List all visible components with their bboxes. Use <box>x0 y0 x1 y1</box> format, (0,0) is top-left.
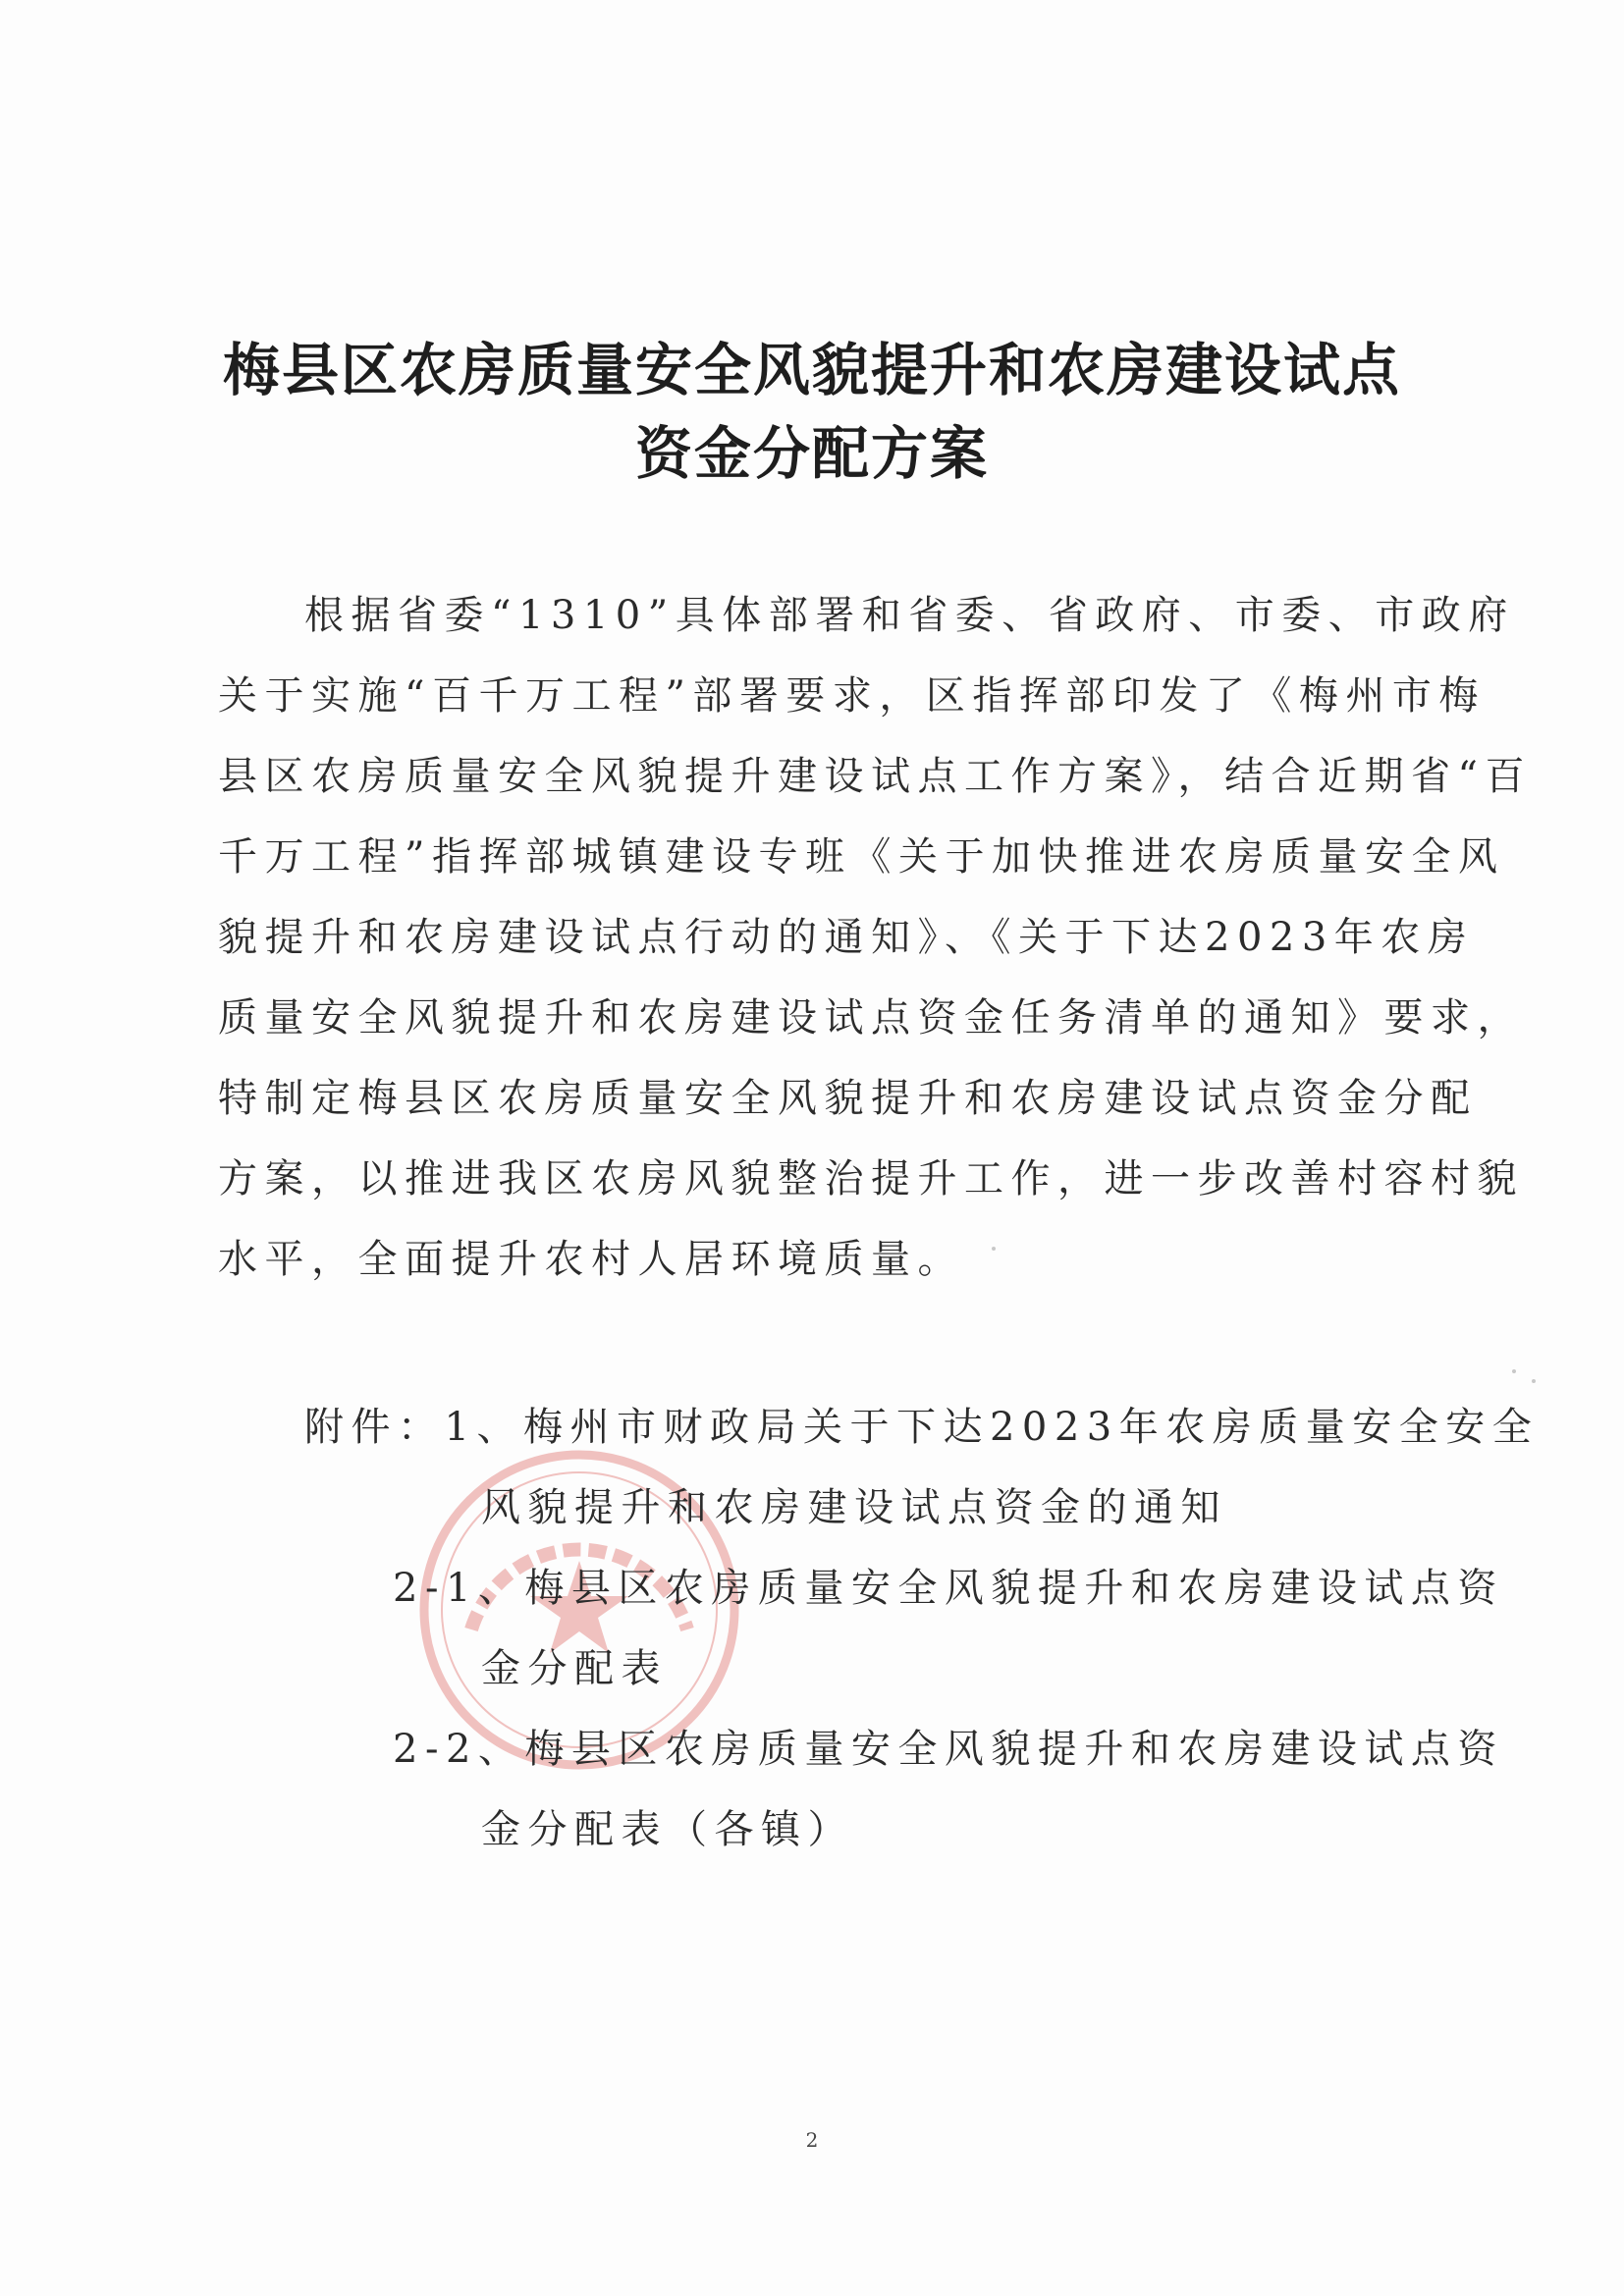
page-number: 2 <box>805 2128 819 2152</box>
scan-speck <box>1532 1379 1536 1383</box>
paragraph-line: 关于实施“百千万工程”部署要求，区指挥部印发了《梅州市梅 <box>218 673 1486 719</box>
scan-speck <box>992 1247 996 1251</box>
document-title-line-2: 资金分配方案 <box>634 420 989 487</box>
attachment-1-line-2: 风貌提升和农房建设试点资金的通知 <box>481 1485 1227 1530</box>
attachment-1-line-1: 附件：1、梅州市财政局关于下达2023年农房质量安全安全 <box>304 1405 1540 1450</box>
attachment-2-line-1: 2-1、梅县区农房质量安全风貌提升和农房建设试点资 <box>393 1566 1504 1611</box>
attachment-3-line-2: 金分配表（各镇） <box>481 1807 854 1852</box>
paragraph-line: 县区农房质量安全风貌提升建设试点工作方案》，结合近期省“百 <box>218 754 1532 799</box>
attachment-2-line-2: 金分配表 <box>481 1646 668 1691</box>
document-title-line-1: 梅县区农房质量安全风貌提升和农房建设试点 <box>222 337 1401 403</box>
paragraph-line: 根据省委“1310”具体部署和省委、省政府、市委、市政府 <box>304 593 1515 638</box>
paragraph-line: 特制定梅县区农房质量安全风貌提升和农房建设试点资金分配 <box>218 1076 1478 1121</box>
attachment-3-line-1: 2-2、梅县区农房质量安全风貌提升和农房建设试点资 <box>393 1727 1504 1772</box>
paragraph-line: 千万工程”指挥部城镇建设专班《关于加快推进农房质量安全风 <box>218 834 1505 880</box>
paragraph-line: 方案，以推进我区农房风貌整治提升工作，进一步改善村容村貌 <box>218 1156 1524 1201</box>
paragraph-line: 貌提升和农房建设试点行动的通知》、《关于下达2023年农房 <box>218 915 1475 960</box>
paragraph-line: 水平，全面提升农村人居环境质量。 <box>218 1237 964 1282</box>
scan-speck <box>1512 1369 1516 1373</box>
paragraph-line: 质量安全风貌提升和农房建设试点资金任务清单的通知》要求， <box>218 995 1524 1041</box>
